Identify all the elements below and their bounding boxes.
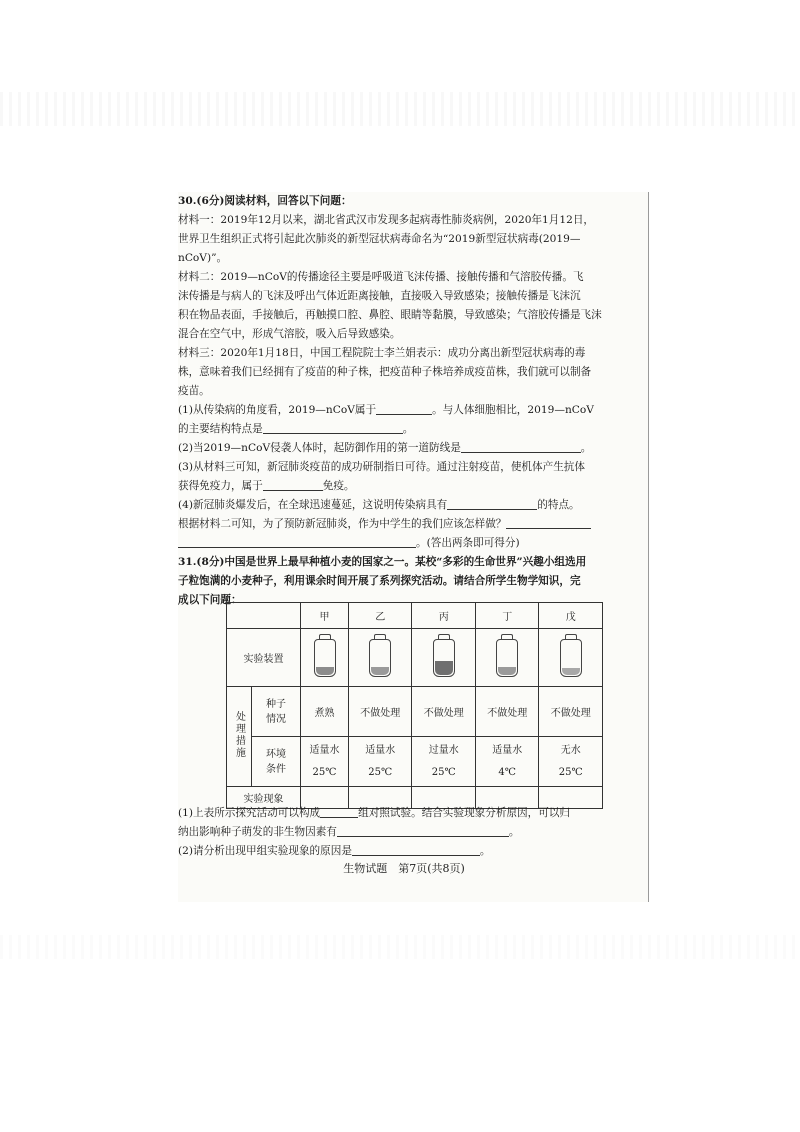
q30-part1-text-b: 。与人体细胞相比，2019—nCoV bbox=[432, 404, 594, 416]
q30-part4-text-a: (4)新冠肺炎爆发后，在全球迅速蔓延，这说明传染病具有 bbox=[178, 499, 448, 511]
q31-title-line-2: 子粒饱满的小麦种子，利用课余时间开展了系列探究活动。请结合所学生物学知识，完 bbox=[178, 575, 581, 587]
jar-fill bbox=[371, 667, 389, 675]
q30-part3-line-2 bbox=[178, 477, 630, 496]
row-label-observation: 实验现象 bbox=[227, 787, 301, 809]
q30-part1-line-2 bbox=[178, 420, 630, 439]
row-label-env bbox=[252, 737, 301, 787]
row-label-env-text: 环境条件 bbox=[266, 748, 286, 775]
experiment-table bbox=[226, 602, 603, 809]
answer-blank-q30-3[interactable] bbox=[263, 477, 323, 491]
answer-blank-q30-4a[interactable] bbox=[447, 496, 537, 510]
q30-part4-text-c: 根据材料二可知，为了预防新冠肺炎，作为中学生的我们应该怎样做？ bbox=[178, 518, 507, 530]
row-label-treatment-text: 处理措施 bbox=[233, 711, 245, 759]
jar-cell bbox=[475, 629, 538, 687]
q30-part4-line-3 bbox=[178, 534, 630, 553]
temp-wu: 25℃ bbox=[558, 766, 583, 778]
jar-cell bbox=[349, 629, 412, 687]
q30-part2-text-a: (2)当2019—nCoV侵袭人体时，起防御作用的第一道防线是 bbox=[178, 442, 461, 454]
env-cell-wu bbox=[539, 737, 603, 787]
page-footer: 生物试题 第7页(共8页) bbox=[343, 862, 465, 875]
q30-part4-line-2 bbox=[178, 515, 630, 534]
env-cell-ding bbox=[475, 737, 538, 787]
material-1-line-3: nCoV)”。 bbox=[178, 252, 228, 264]
temp-bing: 25℃ bbox=[431, 766, 456, 778]
q30-part4-text-d: 。(答出两条即可得分) bbox=[416, 537, 520, 549]
answer-blank-q30-4b[interactable] bbox=[506, 515, 591, 529]
water-wu: 无水 bbox=[560, 744, 581, 756]
temp-jia: 25℃ bbox=[312, 766, 337, 778]
q31-parts bbox=[178, 804, 630, 861]
jar-icon bbox=[560, 639, 582, 677]
seed-cell-ding: 不做处理 bbox=[475, 687, 538, 737]
q30-part4-text-b: 的特点。 bbox=[537, 499, 580, 511]
q31-part2-text-b: 。 bbox=[479, 845, 491, 857]
material-3-line-1: 材料三：2020年1月18日，中国工程院院士李兰娟表示：成功分离出新型冠状病毒的毒 bbox=[178, 347, 586, 359]
jar-cell bbox=[539, 629, 603, 687]
q30-part3-text-b: 获得免疫力，属于 bbox=[178, 480, 263, 492]
env-cell-yi bbox=[349, 737, 412, 787]
q30-part1-text-a: (1)从传染病的角度看，2019—nCoV属于 bbox=[178, 404, 377, 416]
q31-part2-line bbox=[178, 842, 630, 861]
group-header-yi: 乙 bbox=[349, 603, 412, 629]
q31-title-line-1: 31.(8分)中国是世界上最早种植小麦的国家之一。某校“多彩的生命世界”兴趣小组选用 bbox=[178, 556, 587, 568]
q31-part1-text-d: 。 bbox=[508, 826, 520, 838]
scan-noise-bottom bbox=[0, 935, 800, 959]
material-2-line-3: 积在物品表面，手接触后，再触摸口腔、鼻腔、眼睛等黏膜，导致感染；气溶胶传播是飞沫 bbox=[178, 309, 602, 321]
seed-cell-wu: 不做处理 bbox=[539, 687, 603, 737]
q30-title: 30.(6分)阅读材料，回答以下问题： bbox=[178, 195, 352, 207]
q30-part1-text-d: 。 bbox=[402, 423, 414, 435]
q30-part2-text-b: 。 bbox=[580, 442, 592, 454]
group-header-bing: 丙 bbox=[412, 603, 475, 629]
water-yi: 适量水 bbox=[365, 744, 396, 756]
table-corner-cell bbox=[227, 603, 301, 629]
q31-part2-text-a: (2)请分析出现甲组实验现象的原因是 bbox=[178, 845, 352, 857]
scan-noise-top bbox=[0, 92, 800, 126]
q31-part1-line-2 bbox=[178, 823, 630, 842]
jar-cell bbox=[301, 629, 349, 687]
material-1-line-2: 世界卫生组织正式将引起此次肺炎的新型冠状病毒命名为“2019新型冠状病毒(2019— bbox=[178, 233, 581, 245]
material-2-line-1: 材料二：2019—nCoV的传播途径主要是呼吸道飞沫传播、接触传播和气溶胶传播。飞 bbox=[178, 271, 584, 283]
q30-part3-line-1: (3)从材料三可知，新冠肺炎疫苗的成功研制指日可待。通过注射疫苗，使机体产生抗体 bbox=[178, 461, 585, 473]
material-3-line-2: 株，意味着我们已经拥有了疫苗的种子株，把疫苗种子株培养成疫苗株，我们就可以制备 bbox=[178, 366, 592, 378]
jar-icon bbox=[433, 639, 455, 677]
answer-blank-q31-2[interactable] bbox=[352, 842, 480, 856]
row-label-seed-text: 种子情况 bbox=[266, 698, 286, 725]
material-3-line-3: 疫苗。 bbox=[178, 385, 210, 397]
q31-part1-text-c: 纳出影响种子萌发的非生物因素有 bbox=[178, 826, 337, 838]
temp-yi: 25℃ bbox=[368, 766, 393, 778]
group-header-jia: 甲 bbox=[301, 603, 349, 629]
q30-part3-text-c: 免疫。 bbox=[322, 480, 355, 492]
jar-cell bbox=[412, 629, 475, 687]
row-label-seed bbox=[252, 687, 301, 737]
jar-icon bbox=[369, 639, 391, 677]
row-label-treatment bbox=[227, 687, 252, 787]
material-1-line-1: 材料一：2019年12月以来，湖北省武汉市发现多起病毒性肺炎病例，2020年1月12日， bbox=[178, 214, 595, 226]
answer-blank-q31-1b[interactable] bbox=[337, 823, 509, 837]
temp-ding: 4℃ bbox=[498, 766, 516, 778]
seed-cell-bing: 不做处理 bbox=[412, 687, 475, 737]
question-content bbox=[178, 192, 630, 610]
group-header-ding: 丁 bbox=[475, 603, 538, 629]
exam-page bbox=[178, 192, 649, 902]
table-row-device bbox=[227, 629, 603, 687]
seed-cell-yi: 不做处理 bbox=[349, 687, 412, 737]
env-cell-bing bbox=[412, 737, 475, 787]
jar-fill bbox=[316, 667, 334, 675]
answer-blank-q30-1a[interactable] bbox=[376, 401, 432, 415]
row-label-device: 实验装置 bbox=[227, 629, 301, 687]
table-row-seed bbox=[227, 687, 603, 737]
water-bing: 过量水 bbox=[428, 744, 459, 756]
table-header-row bbox=[227, 603, 603, 629]
table-row-env bbox=[227, 737, 603, 787]
water-jia: 适量水 bbox=[309, 744, 340, 756]
q30-part1-line-1 bbox=[178, 401, 630, 420]
jar-icon bbox=[314, 639, 336, 677]
water-ding: 适量水 bbox=[492, 744, 523, 756]
seed-cell-jia: 煮熟 bbox=[301, 687, 349, 737]
jar-icon bbox=[496, 639, 518, 677]
jar-fill bbox=[562, 668, 580, 675]
q31-part1-text-a: (1)上表所示探究活动可以构成 bbox=[178, 807, 321, 819]
material-2-line-4: 混合在空气中，形成气溶胶，吸入后导致感染。 bbox=[178, 328, 401, 340]
answer-blank-q30-2[interactable] bbox=[461, 439, 581, 453]
jar-fill bbox=[435, 661, 453, 675]
q30-part1-text-c: 的主要结构特点是 bbox=[178, 423, 263, 435]
q31-part1-text-b: 组对照试验。结合实验现象分析原因，可以归 bbox=[358, 807, 571, 819]
q31-title-line-3: 成以下问题： bbox=[178, 594, 242, 606]
material-2-line-2: 沫传播是与病人的飞沫及呼出气体近距离接触，直接吸入导致感染；接触传播是飞沫沉 bbox=[178, 290, 581, 302]
group-header-wu: 戊 bbox=[539, 603, 603, 629]
answer-blank-q30-1b[interactable] bbox=[263, 420, 403, 434]
answer-blank-q30-4c[interactable] bbox=[178, 534, 416, 548]
env-cell-jia bbox=[301, 737, 349, 787]
q30-part4-line-1 bbox=[178, 496, 630, 515]
q31-part1-line-1 bbox=[178, 804, 630, 823]
q30-part2-line bbox=[178, 439, 630, 458]
jar-fill bbox=[498, 667, 516, 675]
answer-blank-q31-1a[interactable] bbox=[320, 804, 358, 818]
